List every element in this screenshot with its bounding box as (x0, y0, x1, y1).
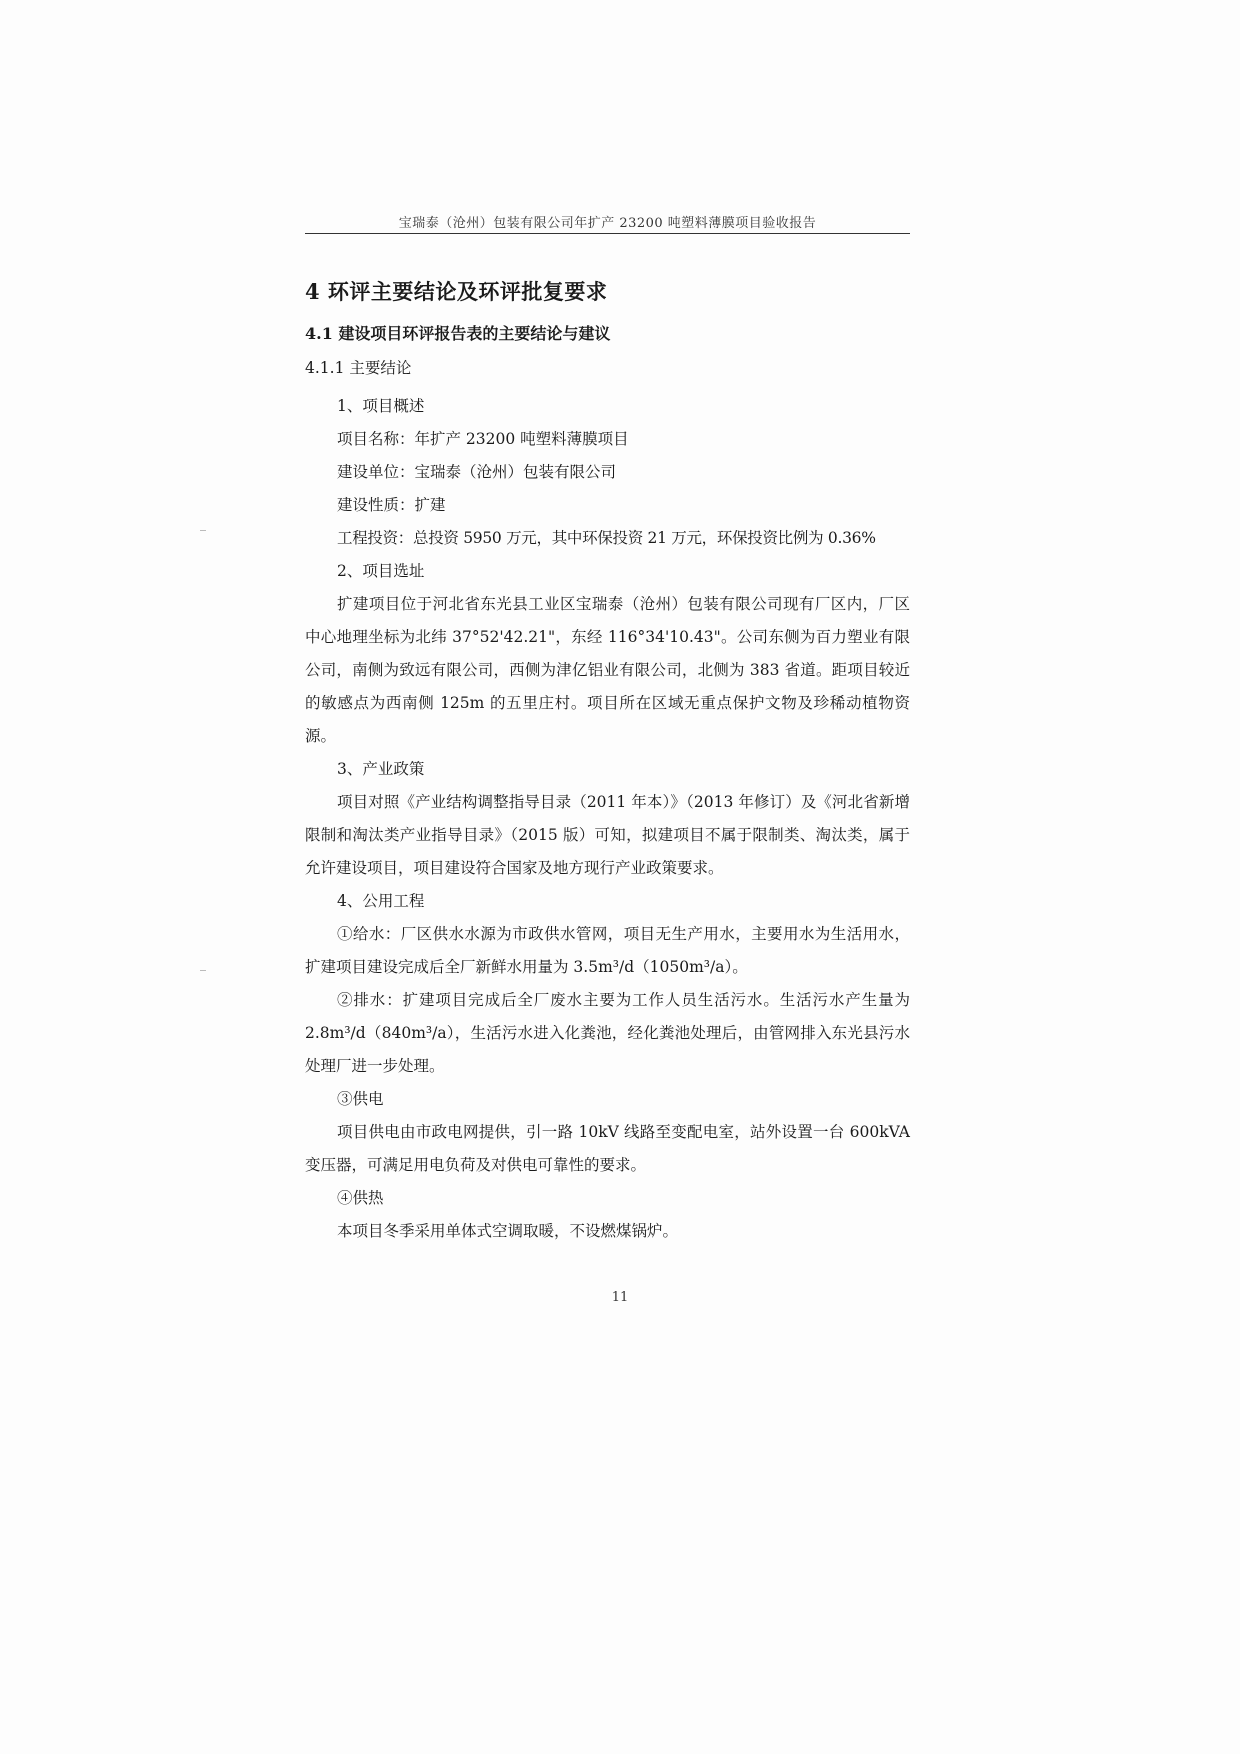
item-title-location: 2、项目选址 (337, 562, 425, 580)
header-rule (305, 233, 910, 234)
item-title-overview: 1、项目概述 (337, 397, 425, 415)
project-name-line: 项目名称：年扩产 23200 吨塑料薄膜项目 (337, 430, 629, 448)
item-title-utilities: 4、公用工程 (337, 892, 425, 910)
item-title-policy: 3、产业政策 (337, 760, 425, 778)
power-title: ③供电 (337, 1090, 384, 1108)
heating-paragraph: 本项目冬季采用单体式空调取暖，不设燃煤锅炉。 (337, 1222, 679, 1240)
investment-line: 工程投资：总投资 5950 万元，其中环保投资 21 万元，环保投资比例为 0.36% (337, 529, 876, 547)
location-paragraph: 扩建项目位于河北省东光县工业区宝瑞泰（沧州）包装有限公司现有厂区内，厂区中心地理坐标为北纬 37°52'42.21"，东经 116°34'10.43"。公司东侧为百力塑业有限公司，南侧为致远有限公司，西侧为津亿铝业有限公司，北侧为 383 省道。距项目较近的敏感点为西南侧 125m 的五里庄村。项目所在区域无重点保护文物及珍稀动植物资源。 (305, 595, 910, 745)
running-header: 宝瑞泰（沧州）包装有限公司年扩产 23200 吨塑料薄膜项目验收报告 (398, 216, 817, 231)
scan-speck (200, 530, 206, 531)
subsubsection-heading: 4.1.1 主要结论 (305, 359, 412, 377)
subsection-heading: 4.1 建设项目环评报告表的主要结论与建议 (305, 324, 611, 343)
power-paragraph: 项目供电由市政电网提供，引一路 10kV 线路至变配电室，站外设置一台 600kVA 变压器，可满足用电负荷及对供电可靠性的要求。 (305, 1123, 910, 1174)
policy-paragraph: 项目对照《产业结构调整指导目录（2011 年本）》（2013 年修订）及《河北省新增限制和淘汰类产业指导目录》（2015 版）可知，拟建项目不属于限制类、淘汰类，属于允许建设项目，项目建设符合国家及地方现行产业政策要求。 (305, 793, 910, 877)
scan-speck (200, 970, 206, 971)
nature-line: 建设性质：扩建 (337, 496, 446, 514)
page-number: 11 (611, 1290, 629, 1305)
water-supply-paragraph: ①给水：厂区供水水源为市政供水管网，项目无生产用水，主要用水为生活用水，扩建项目建设完成后全厂新鲜水用量为 3.5m³/d（1050m³/a）。 (305, 925, 910, 976)
section-heading: 4 环评主要结论及环评批复要求 (305, 279, 608, 304)
main-content (305, 276, 910, 1248)
heating-title: ④供热 (337, 1189, 384, 1207)
builder-line: 建设单位：宝瑞泰（沧州）包装有限公司 (337, 463, 617, 481)
drainage-paragraph: ②排水：扩建项目完成后全厂废水主要为工作人员生活污水。生活污水产生量为 2.8m³/d（840m³/a），生活污水进入化粪池，经化粪池处理后，由管网排入东光县污水处理厂进一步处理。 (305, 991, 910, 1075)
